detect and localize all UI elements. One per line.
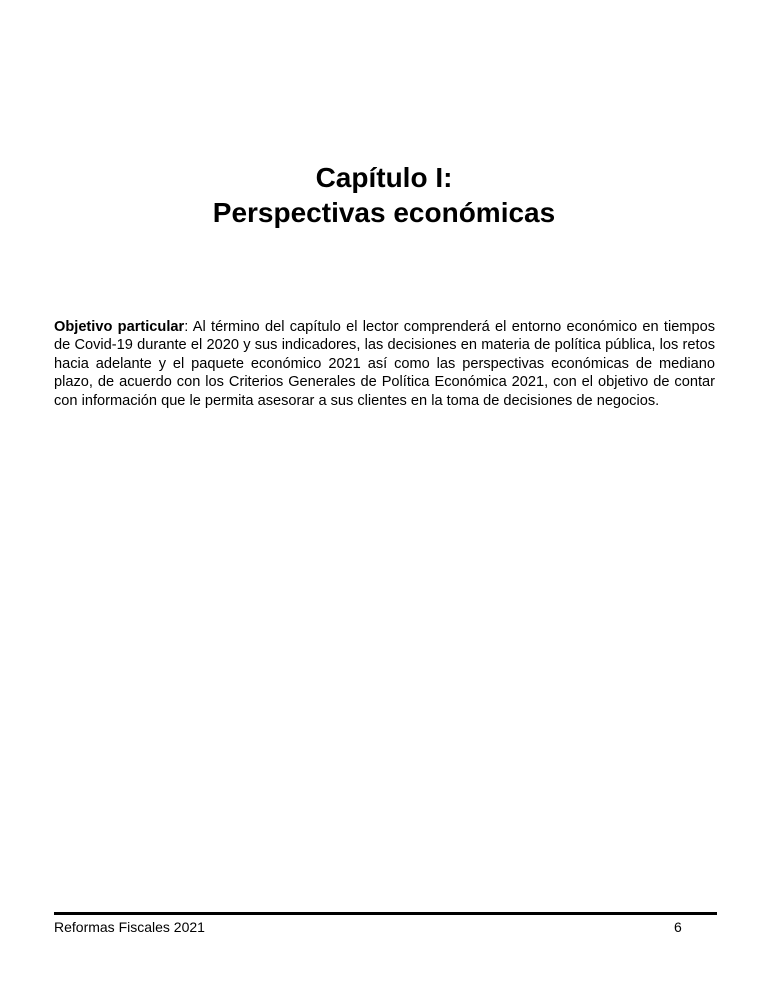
objective-label: Objetivo particular (54, 318, 185, 335)
objective-paragraph (54, 318, 715, 411)
page-number: 6 (674, 919, 682, 935)
footer-divider (54, 912, 717, 915)
objective-separator: : (184, 318, 189, 335)
chapter-number: Capítulo I: (315, 162, 453, 193)
chapter-heading (0, 160, 768, 230)
objective-text: Al término del capítulo el lector comprenderá el entorno económico en tiempos de Covid-19 durante el 2020 y sus indicadores, las decisiones en materia de política pública, los retos hacia adelante y el paquete económico 2021 así como las perspectivas económicas de mediano plazo, de acuerdo con los Criterios Generales de Política Económica 2021, con el objetivo de contar con información que le permita asesorar a sus clientes en la toma de decisiones de negocios. (54, 318, 715, 409)
chapter-title: Perspectivas económicas (212, 197, 556, 228)
footer-title: Reformas Fiscales 2021 (54, 919, 205, 935)
